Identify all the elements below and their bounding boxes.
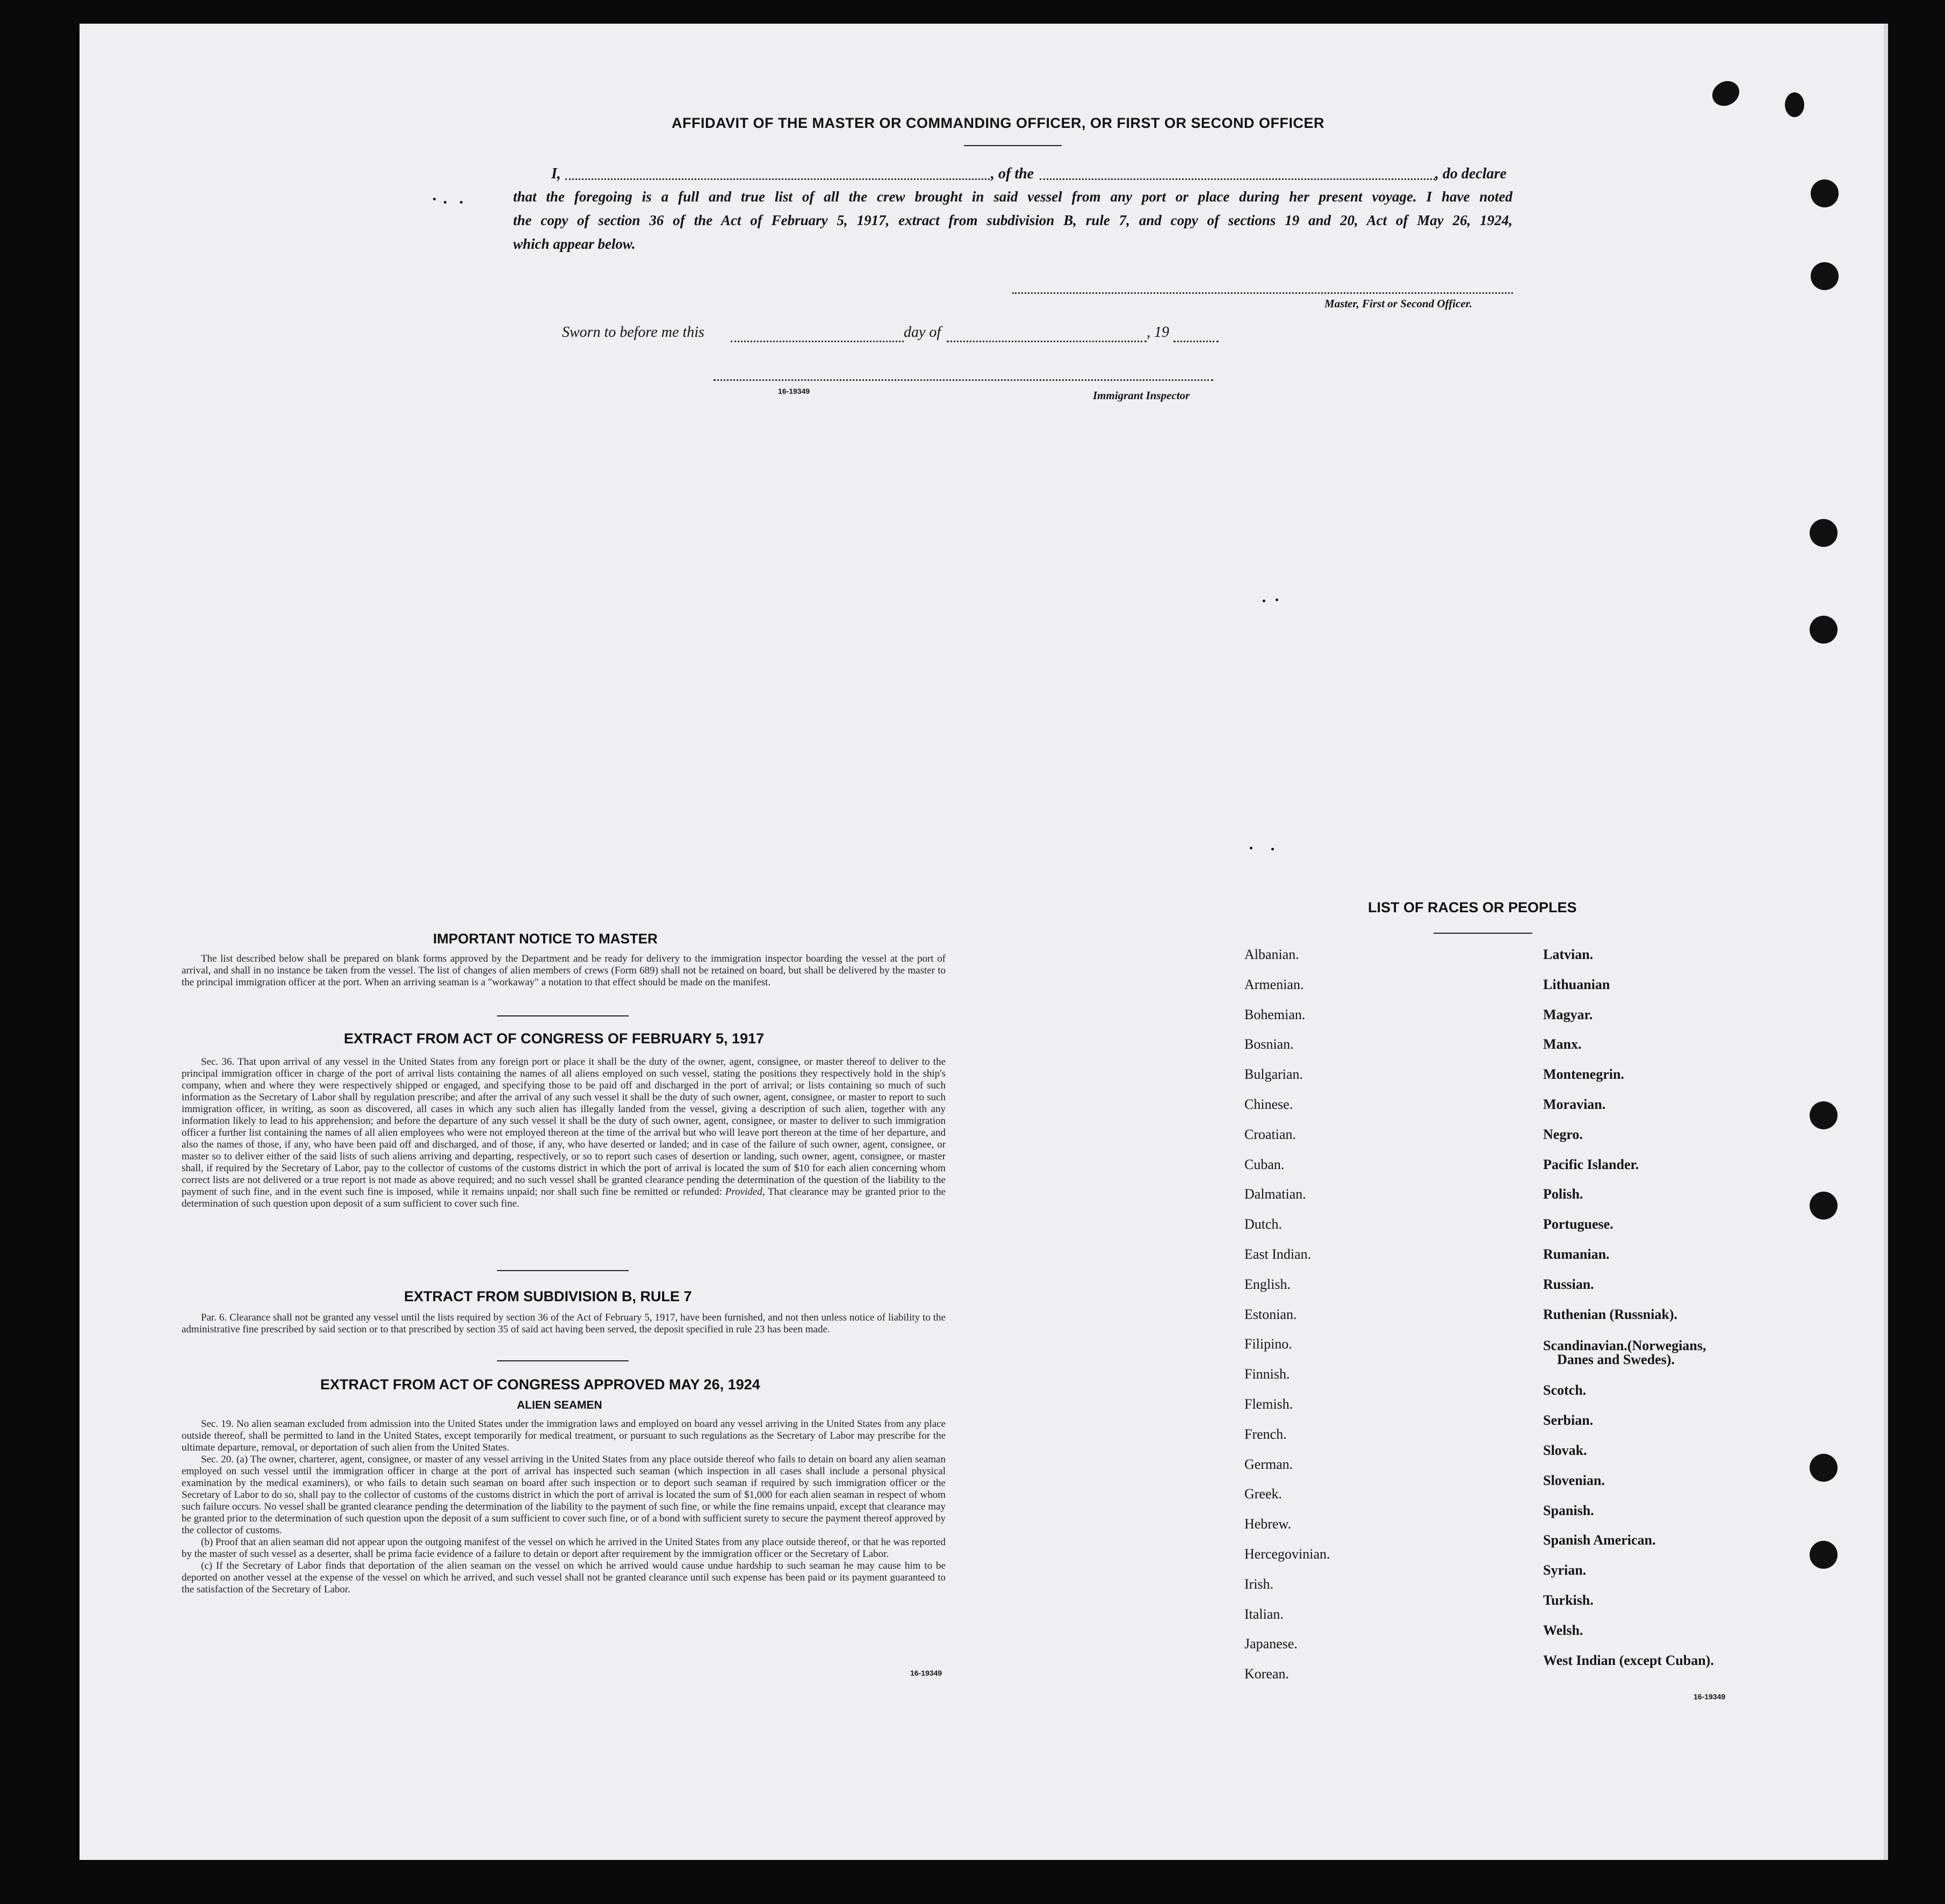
race-item: Greek. xyxy=(1244,1486,1283,1502)
officer-signature-field[interactable] xyxy=(1012,292,1513,294)
sworn-day-field[interactable] xyxy=(731,341,904,342)
day-of-label: day of xyxy=(904,324,941,341)
race-item: Estonian. xyxy=(1244,1306,1297,1322)
speck xyxy=(433,198,436,200)
punch-hole xyxy=(1810,519,1838,547)
race-item: Syrian. xyxy=(1543,1562,1587,1578)
race-item: Scotch. xyxy=(1543,1382,1587,1398)
name-field[interactable] xyxy=(565,178,990,180)
extract-1917-body-end: That clearance may be granted prior to the determination of such question upon deposit of a sum sufficient to cover such fine. xyxy=(182,1186,946,1209)
race-item: Rumanian. xyxy=(1543,1246,1610,1262)
divider-1 xyxy=(497,1015,629,1016)
subdivision-b-text xyxy=(182,1312,946,1336)
speck xyxy=(1263,600,1265,602)
races-underline xyxy=(1433,933,1532,934)
race-item: Danes and Swedes). xyxy=(1557,1351,1675,1367)
race-item: Bosnian. xyxy=(1244,1036,1294,1052)
punch-hole xyxy=(1811,179,1839,207)
form-number-bottom-right: 16-19349 xyxy=(1694,1692,1726,1701)
punch-hole xyxy=(1811,262,1839,290)
race-item: Turkish. xyxy=(1543,1592,1594,1608)
sec-20b-paragraph: (b) Proof that an alien seaman did not appear upon the outgoing manifest of the vessel on which he arrived in the United States from any place outside thereof, or that he was reported by the master of such vessel as a deserter, shall be prima facie evidence of a failure to detain or deport after requirement by the immigration officer or the Secretary of Labor. xyxy=(182,1537,946,1560)
race-item: Negro. xyxy=(1543,1126,1583,1142)
race-item: French. xyxy=(1244,1426,1287,1442)
inspector-signature-field[interactable] xyxy=(714,379,1213,381)
inspector-caption: Immigrant Inspector xyxy=(1093,389,1190,402)
race-item: Spanish American. xyxy=(1543,1532,1656,1548)
race-item: Italian. xyxy=(1244,1606,1284,1622)
race-item: Welsh. xyxy=(1543,1622,1583,1638)
race-item: Armenian. xyxy=(1244,976,1304,992)
declaration-line-2: the copy of section 36 of the Act of February 5, 1917, extract from subdivision B, rule 7, and copy of sections 19 and 20, Act of May 26, 1924, xyxy=(513,212,1512,228)
ink-blot xyxy=(1785,92,1804,117)
race-item: Slovak. xyxy=(1543,1443,1587,1458)
extract-1924-text xyxy=(182,1418,946,1596)
punch-hole xyxy=(1810,616,1838,644)
race-item: Latvian. xyxy=(1543,947,1594,962)
race-item: Spanish. xyxy=(1543,1502,1594,1518)
subdivision-b-paragraph: Par. 6. Clearance shall not be granted any vessel until the lists required by section 36 of the Act of February 5, 1917, have been furnished, and not then unless notice of liability to the administrative fine prescribed by said section or to that prescribed by section 35 of said act having been served, the deposit specified in rule 23 has been made. xyxy=(182,1312,946,1335)
race-item: Finnish. xyxy=(1244,1366,1290,1382)
speck xyxy=(1271,848,1274,850)
race-item: Chinese. xyxy=(1244,1097,1293,1112)
speck xyxy=(444,201,446,204)
punch-hole xyxy=(1810,1454,1838,1482)
sec-20a-paragraph: Sec. 20. (a) The owner, charterer, agent, consignee, or master of any vessel arriving in the United States from any place outside thereof who fails to detain on board any alien seaman employed on such vessel until the immigration officer in charge at the port of arrival has inspected such seaman (which inspection in all cases shall include a personal physical examination by the medical examiners), or who fails to detain such seaman on board after such inspection or to deport such seaman if required by such immigration officer or the Secretary of Labor to do so, shall pay to the collector of customs of the customs district in which the port of arrival is located the sum of $1,000 for each alien seaman in respect of whom such failure occurs. No vessel shall be granted clearance pending the determination of the liability to the payment of such fine, or while the fine remains unpaid, except that clearance may be granted prior to the determination of such question upon the deposit of a sum sufficient to cover such fine, or of a bond with sufficient surety to secure the payment thereof approved by the collector of customs. xyxy=(182,1454,946,1536)
race-item: Cuban. xyxy=(1244,1156,1285,1172)
extract-1917-text xyxy=(182,1056,946,1210)
do-declare-label: , do declare xyxy=(1435,165,1507,182)
race-item: Japanese. xyxy=(1244,1636,1298,1652)
race-item: Dutch. xyxy=(1244,1216,1283,1232)
races-title: LIST OF RACES OR PEOPLES xyxy=(1368,899,1577,915)
race-item: Magyar. xyxy=(1543,1006,1593,1022)
sec-19-paragraph: Sec. 19. No alien seaman excluded from admission into the United States under the immigration laws and employed on board any vessel arriving in the United States from any place outside thereof, shall be permitted to land in the United States, except temporarily for medical treatment, or pursuant to such regulations as the Secretary of Labor may prescribe for the ultimate departure, removal, or deportation of such alien from the United States. xyxy=(182,1418,946,1453)
race-item: West Indian (except Cuban). xyxy=(1543,1652,1714,1668)
race-item: Albanian. xyxy=(1244,947,1299,962)
i-label: I, xyxy=(551,165,561,182)
punch-hole xyxy=(1810,1101,1838,1129)
subdivision-b-title: EXTRACT FROM SUBDIVISION B, RULE 7 xyxy=(404,1288,692,1304)
speck xyxy=(1276,598,1278,601)
race-item: Irish. xyxy=(1244,1576,1274,1592)
race-item: Russian. xyxy=(1543,1276,1594,1292)
race-item: Montenegrin. xyxy=(1543,1066,1624,1083)
sworn-label: Sworn to before me this xyxy=(562,324,704,341)
race-item: Moravian. xyxy=(1543,1097,1606,1112)
notice-text xyxy=(182,953,946,989)
race-item: Ruthenian (Russniak). xyxy=(1543,1306,1677,1322)
race-item: Serbian. xyxy=(1543,1412,1594,1429)
race-item: English. xyxy=(1244,1276,1291,1292)
speck xyxy=(1250,847,1252,849)
speck xyxy=(460,201,463,204)
race-item: East Indian. xyxy=(1244,1246,1312,1262)
race-item: Pacific Islander. xyxy=(1543,1156,1639,1172)
year-label: , 19 xyxy=(1147,324,1169,341)
race-item: Bohemian. xyxy=(1244,1006,1306,1022)
signature-caption: Master, First or Second Officer. xyxy=(1324,297,1472,310)
form-number-bottom-left: 16-19349 xyxy=(910,1669,942,1677)
affidavit-title: AFFIDAVIT OF THE MASTER OR COMMANDING OFFICER, OR FIRST OR SECOND OFFICER xyxy=(672,115,1324,131)
title-underline xyxy=(964,145,1062,146)
race-item: Croatian. xyxy=(1244,1126,1296,1142)
race-item: German. xyxy=(1244,1456,1293,1472)
of-the-label: , of the xyxy=(991,165,1034,182)
divider-2 xyxy=(497,1270,629,1271)
notice-title: IMPORTANT NOTICE TO MASTER xyxy=(433,931,658,947)
race-item: Korean. xyxy=(1244,1666,1290,1682)
race-item: Filipino. xyxy=(1244,1336,1292,1352)
race-item: Portuguese. xyxy=(1543,1216,1613,1232)
race-item: Slovenian. xyxy=(1543,1472,1605,1488)
extract-1924-title: EXTRACT FROM ACT OF CONGRESS APPROVED MAY 26, 1924 xyxy=(320,1376,760,1393)
alien-seamen-subtitle: ALIEN SEAMEN xyxy=(517,1399,602,1411)
sworn-month-field[interactable] xyxy=(947,341,1147,342)
punch-hole xyxy=(1810,1541,1838,1569)
divider-3 xyxy=(497,1360,629,1361)
race-item: Flemish. xyxy=(1244,1396,1293,1412)
race-item: Dalmatian. xyxy=(1244,1186,1306,1202)
sworn-year-field[interactable] xyxy=(1173,341,1219,342)
provided-label: Provided, xyxy=(725,1186,765,1198)
declaration-line-3: which appear below. xyxy=(513,236,636,252)
race-item: Lithuanian xyxy=(1543,976,1610,992)
race-item: Hebrew. xyxy=(1244,1516,1292,1532)
race-item: Polish. xyxy=(1543,1186,1583,1202)
race-item: Manx. xyxy=(1543,1036,1582,1052)
race-item: Hercegovinian. xyxy=(1244,1546,1330,1562)
declaration-line-1: that the foregoing is a full and true list of all the crew brought in said vessel from any port or place during her present voyage. I have noted xyxy=(513,189,1512,205)
extract-1917-body: Sec. 36. That upon arrival of any vessel in the United States from any foreign port or place it shall be the duty of the owner, agent, consignee, or master thereof to deliver to the principal immigration officer in charge of the port of arrival lists containing the names of all aliens employed on such vessel, stating the positions they respectively hold in the ship's company, when and where they were respectively shipped or engaged, and specifying those to be paid off and discharged in the port of arrival; or lists containing so much of such information as the Secretary of Labor shall by regulation prescribe; and after the arrival of any such vessel it shall be the duty of such owner, agent, consignee, or master to report to such immigration officer, in writing, as soon as discovered, all cases in which any such alien has illegally landed from the vessel, giving a description of such alien, together with any information likely to lead to his apprehension; and before the departure of any such vessel it shall be the duty of such owner, agent, consignee, or master to deliver to such immigration officer a further list containing the names of all alien employees who were not employed thereon at the time of the arrival but who will leave port thereon at the time of her departure, and also the names of those, if any, who have been paid off and discharged, and of those, if any, who have deserted or landed; and in case of the failure of such owner, agent, consignee, or master so to deliver either of the said lists of such aliens arriving and departing, respectively, or so to report such cases of desertion or landing, such owner, agent, consignee, or master shall, if required by the Secretary of Labor, pay to the collector of customs of the customs district in which the port of arrival is located the sum of $10 for each alien concerning whom correct lists are not delivered or a true report is not made as above required; and no such vessel shall be granted clearance pending the determination of the question of the liability to the payment of such fine, and in the event such fine is imposed, while it remains unpaid; nor shall such fine be remitted or refunded: xyxy=(182,1056,946,1198)
sec-20c-paragraph: (c) If the Secretary of Labor finds that deportation of the alien seaman on the vessel on which he arrived would cause undue hardship to such seaman he may cause him to be deported on another vessel at the expense of the vessel on which he arrived, and such vessel shall not be granted clearance until such expense has been paid or its payment guaranteed to the satisfaction of the Secretary of Labor. xyxy=(182,1560,946,1595)
notice-paragraph: The list described below shall be prepared on blank forms approved by the Department and be ready for delivery to the immigration inspector boarding the vessel at the port of arrival, and shall in no instance be taken from the vessel. The list of changes of alien members of crews (Form 689) shall not be retained on board, but shall be delivered by the master to the principal immigration officer at the port. When an arriving seaman is a "workaway" a notation to that effect should be made on the manifest. xyxy=(182,953,946,988)
punch-hole xyxy=(1810,1192,1838,1220)
extract-1917-paragraph xyxy=(182,1056,946,1210)
extract-1917-title: EXTRACT FROM ACT OF CONGRESS OF FEBRUARY 5, 1917 xyxy=(344,1030,765,1047)
form-number-top: 16-19349 xyxy=(778,387,810,395)
race-item: Bulgarian. xyxy=(1244,1066,1303,1083)
vessel-field[interactable] xyxy=(1040,178,1435,180)
race-item: Scandinavian.(Norwegians, xyxy=(1543,1337,1706,1353)
